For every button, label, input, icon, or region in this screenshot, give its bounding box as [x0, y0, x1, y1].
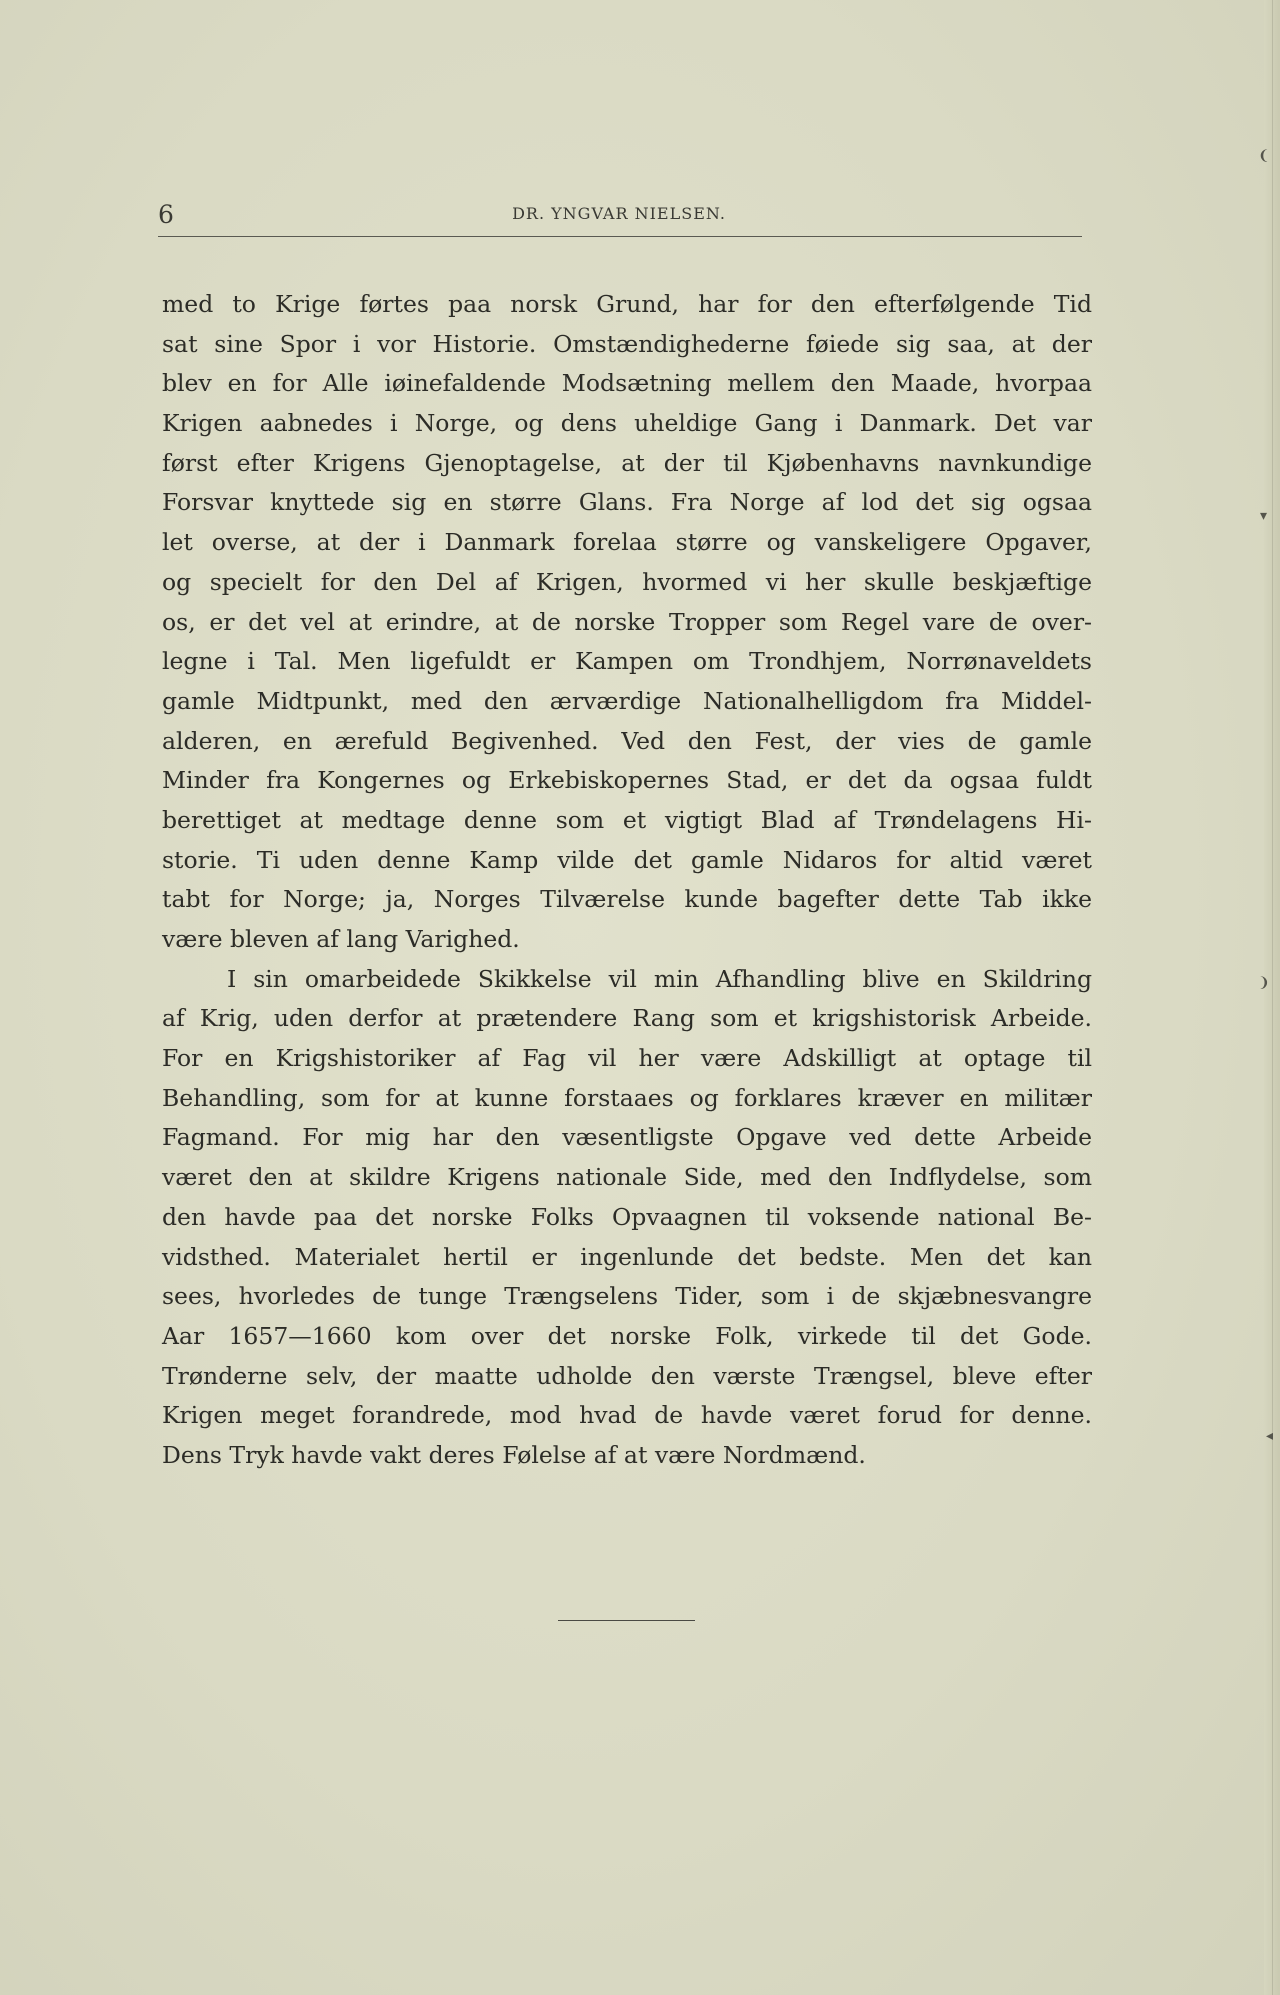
margin-mark: ◂ — [1266, 1428, 1274, 1444]
text-line: gamle Midtpunkt, med den ærværdige Nationalhelligdom fra Middel- — [162, 686, 1092, 715]
text-line: den havde paa det norske Folks Opvaagnen til voksende national Be- — [162, 1202, 1092, 1231]
text-line: vidsthed. Materialet hertil er ingenlunde det bedste. Men det kan — [162, 1242, 1092, 1271]
end-rule — [558, 1620, 695, 1621]
paragraph-2 — [162, 960, 1092, 1476]
text-line: Krigen aabnedes i Norge, og dens uheldige Gang i Danmark. Det var — [162, 409, 1092, 438]
page-number: 6 — [158, 200, 174, 229]
text-line: alderen, en ærefuld Begivenhed. Ved den Fest, der vies de gamle — [162, 726, 1092, 755]
text-line: tabt for Norge; ja, Norges Tilværelse kunde bagefter dette Tab ikke — [162, 885, 1092, 914]
text-line: storie. Ti uden denne Kamp vilde det gamle Nidaros for altid været — [162, 845, 1092, 874]
page-edge-line — [1272, 0, 1273, 1995]
text-line: I sin omarbeidede Skikkelse vil min Afhandling blive en Skildring — [227, 964, 1092, 993]
margin-mark: ❩ — [1258, 975, 1270, 991]
text-line: os, er det vel at erindre, at de norske Tropper som Regel vare de over- — [162, 607, 1092, 636]
body-text — [162, 285, 1092, 1476]
text-line: let overse, at der i Danmark forelaa større og vanskeligere Opgaver, — [162, 528, 1092, 557]
text-line: blev en for Alle iøinefaldende Modsætning mellem den Maade, hvorpaa — [162, 369, 1092, 398]
text-line: Behandling, som for at kunne forstaaes og forklares kræver en militær — [162, 1083, 1092, 1112]
text-line: med to Krige førtes paa norsk Grund, har for den efterfølgende Tid — [162, 290, 1092, 318]
text-line: først efter Krigens Gjenoptagelse, at der til Kjøbenhavns navnkundige — [162, 448, 1092, 477]
margin-mark: ❨ — [1258, 148, 1270, 164]
text-line: været den at skildre Krigens nationale Side, med den Indflydelse, som — [162, 1163, 1092, 1192]
text-line: Aar 1657—1660 kom over det norske Folk, virkede til det Gode. — [162, 1321, 1092, 1350]
text-line: sat sine Spor i vor Historie. Omstændighederne føiede sig saa, at der — [162, 329, 1092, 358]
page-header — [158, 200, 1080, 236]
text-line: af Krig, uden derfor at prætendere Rang som et krigshistorisk Arbeide. — [162, 1004, 1092, 1033]
text-line: For en Krigshistoriker af Fag vil her være Adskilligt at optage til — [162, 1044, 1092, 1073]
running-head: DR. YNGVAR NIELSEN. — [512, 204, 726, 223]
text-line: Fagmand. For mig har den væsentligste Opgave ved dette Arbeide — [162, 1123, 1092, 1152]
text-line: og specielt for den Del af Krigen, hvormed vi her skulle beskjæftige — [162, 567, 1092, 596]
text-line: Dens Tryk havde vakt deres Følelse af at være Nordmænd. — [162, 1440, 866, 1469]
text-line: berettiget at medtage denne som et vigtigt Blad af Trøndelagens Hi- — [162, 805, 1092, 834]
text-line: Minder fra Kongernes og Erkebiskopernes Stad, er det da ogsaa fuldt — [162, 766, 1092, 795]
paragraph-1 — [162, 285, 1092, 960]
text-line: Forsvar knyttede sig en større Glans. Fra Norge af lod det sig ogsaa — [162, 488, 1092, 517]
margin-mark: ▾ — [1260, 508, 1268, 524]
text-line: sees, hvorledes de tunge Trængselens Tider, som i de skjæbnesvangre — [162, 1282, 1092, 1311]
text-line: legne i Tal. Men ligefuldt er Kampen om Trondhjem, Norrønaveldets — [162, 647, 1092, 676]
header-rule — [158, 236, 1082, 237]
text-line: Krigen meget forandrede, mod hvad de havde været forud for denne. — [162, 1401, 1092, 1430]
text-line: være bleven af lang Varighed. — [162, 925, 520, 953]
text-line: Trønderne selv, der maatte udholde den værste Trængsel, bleve efter — [162, 1361, 1092, 1390]
